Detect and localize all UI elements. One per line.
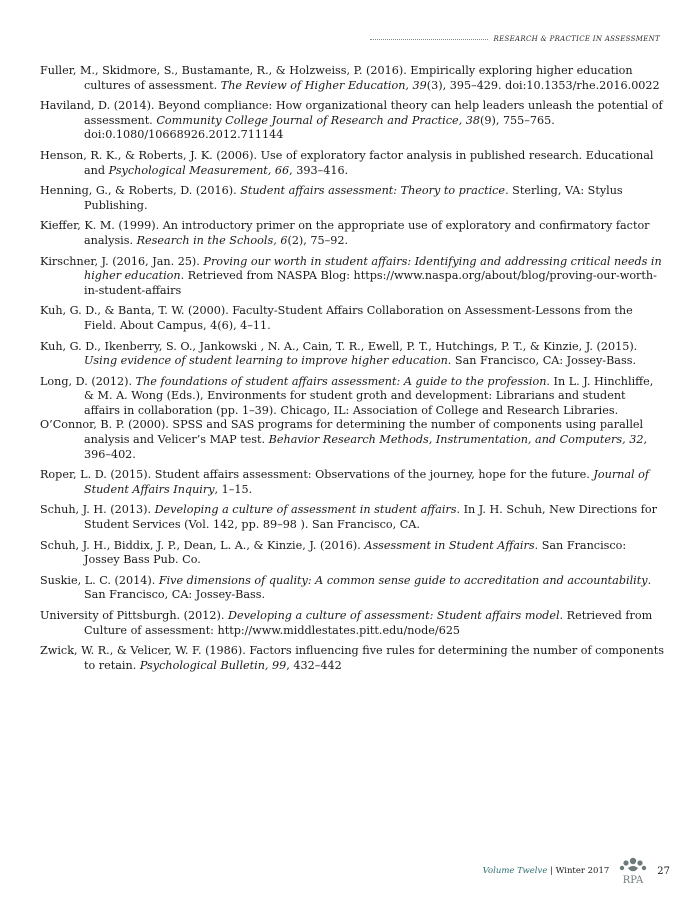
reference-italic-text: Developing a culture of assessment: Student affairs model — [227, 609, 560, 622]
reference-text: Henson, R. K., & Roberts, J. K. (2006). Use of exploratory factor analysis in published research. Educational and — [40, 148, 654, 177]
reference-italic-text: Behavior Research Methods, Instrumentation, and Computers, 32 — [268, 433, 644, 447]
reference-text: . In J. H. Schuh, New Directions for Student Services (Vol. 142, pp. 89–98 ). San Francisco, CA. — [84, 503, 657, 532]
issue-season: Winter 2017 — [555, 866, 610, 876]
reference-entry — [40, 468, 664, 497]
reference-text: , 432–442 — [286, 658, 342, 672]
reference-italic-text: The Review of Higher Education, 39 — [220, 78, 427, 92]
reference-entry — [40, 375, 664, 419]
page-footer — [483, 853, 670, 889]
page-number: 27 — [657, 865, 670, 877]
reference-entry — [40, 184, 664, 213]
rpa-logo-icon — [615, 853, 651, 889]
reference-entry — [40, 340, 664, 369]
running-head — [370, 33, 660, 45]
reference-text: Fuller, M., Skidmore, S., Bustamante, R., & Holzweiss, P. (2016). Empirically exploring higher education cultures of assessment. — [40, 64, 633, 92]
reference-entry — [40, 503, 664, 532]
reference-entry — [40, 149, 664, 178]
reference-italic-text: Assessment in Student Affairs — [364, 538, 535, 552]
reference-text: Schuh, J. H. (2013). — [40, 503, 155, 517]
reference-italic-text: Using evidence of student learning to improve higher education — [84, 354, 448, 368]
reference-italic-text: Journal of Student Affairs Inquiry — [84, 468, 650, 496]
dotted-rule — [370, 39, 488, 40]
reference-entry — [40, 539, 664, 568]
reference-text: Schuh, J. H., Biddix, J. P., Dean, L. A., & Kinzie, J. (2016). — [40, 538, 365, 552]
reference-text: Haviland, D. (2014). Beyond compliance: How organizational theory can help leaders unleash the potential of assessment. — [40, 99, 663, 127]
reference-text: Henning, G., & Roberts, D. (2016). — [40, 184, 241, 198]
reference-text: Kirschner, J. (2016, Jan. 25). — [40, 254, 204, 268]
issue-separator: | — [547, 866, 556, 876]
reference-italic-text: Student affairs assessment: Theory to practice — [240, 184, 506, 198]
reference-text: . San Francisco, CA: Jossey-Bass. — [447, 354, 637, 368]
reference-text: . San Francisco: Jossey Bass Pub. Co. — [84, 538, 627, 567]
reference-text: University of Pittsburgh. (2012). — [40, 609, 228, 622]
reference-entry — [40, 644, 664, 673]
reference-text: . San Francisco, CA: Jossey-Bass. — [84, 573, 652, 602]
reference-entry — [40, 574, 664, 603]
reference-italic-text: Developing a culture of assessment in student affairs — [154, 503, 457, 517]
reference-italic-text: The foundations of student affairs assessment: A guide to the profession — [135, 374, 547, 388]
reference-text: . Sterling, VA: Stylus Publishing. — [84, 184, 623, 212]
reference-text: , 393–416. — [289, 163, 349, 177]
reference-text: , 396–402. — [84, 433, 648, 461]
reference-italic-text: Psychological Bulletin, 99 — [139, 658, 287, 672]
reference-text: . Retrieved from Culture of assessment: http://www.middlestates.pitt.edu/node/625 — [84, 609, 653, 637]
reference-entry — [40, 304, 664, 333]
reference-text: Long, D. (2012). — [40, 374, 136, 388]
reference-italic-text: Research in the Schools, 6 — [136, 233, 288, 247]
reference-text: Kuh, G. D., & Banta, T. W. (2000). Faculty-Student Affairs Collaboration on Assessment-Lessons from the Field. About Campus, 4(6), 4–11. — [40, 304, 633, 332]
reference-text: . In L. J. Hinchliffe, & M. A. Wong (Eds.), Environments for student groth and development: Librarians and student affairs in collaboration (pp. 1–39). Chicago, IL: Association of College and Research Libraries. — [84, 374, 654, 417]
reference-entry — [40, 609, 664, 638]
reference-entry — [40, 418, 664, 462]
reference-text: Suskie, L. C. (2014). — [40, 573, 159, 587]
reference-italic-text: Proving our worth in student affairs: Identifying and addressing critical needs in higher education — [84, 254, 662, 283]
reference-italic-text: Psychological Measurement, 66 — [108, 163, 290, 177]
reference-text: Roper, L. D. (2015). Student affairs assessment: Observations of the journey, hope for the future. — [40, 468, 594, 482]
logo-letters: RPA — [622, 875, 644, 886]
reference-entry — [40, 99, 664, 143]
issue-info — [483, 866, 610, 876]
reference-text: , 1–15. — [214, 482, 253, 496]
reference-entry — [40, 64, 664, 93]
reference-italic-text: Community College Journal of Research and Practice, 38 — [156, 113, 480, 127]
reference-italic-text: Five dimensions of quality: A common sense guide to accreditation and accountability — [158, 573, 648, 587]
reference-text: Kieffer, K. M. (1999). An introductory primer on the appropriate use of exploratory and confirmatory factor analysis. — [40, 219, 650, 247]
reference-entry — [40, 255, 664, 299]
volume-name: Volume Twelve — [482, 866, 548, 876]
reference-text: (9), 755–765. doi:0.1080/10668926.2012.711144 — [84, 113, 555, 142]
reference-entry — [40, 219, 664, 248]
reference-text: . Retrieved from NASPA Blog: https://www.naspa.org/about/blog/proving-our-worth-in-student-affairs — [84, 269, 657, 297]
reference-text: O’Connor, B. P. (2000). SPSS and SAS programs for determining the number of components using parallel analysis and Velicer’s MAP test. — [40, 418, 644, 447]
reference-text: Kuh, G. D., Ikenberry, S. O., Jankowski , N. A., Cain, T. R., Ewell, P. T., Hutchings, P. T., & Kinzie, J. (2015). — [40, 339, 638, 353]
journal-running-title: RESEARCH & PRACTICE IN ASSESSMENT — [493, 35, 660, 43]
reference-text: Zwick, W. R., & Velicer, W. F. (1986). Factors influencing five rules for determining the number of components to retain. — [40, 644, 664, 672]
reference-text: (2), 75–92. — [287, 233, 349, 247]
reference-text: (3), 395–429. doi:10.1353/rhe.2016.0022 — [426, 78, 660, 92]
reference-list — [40, 64, 664, 679]
